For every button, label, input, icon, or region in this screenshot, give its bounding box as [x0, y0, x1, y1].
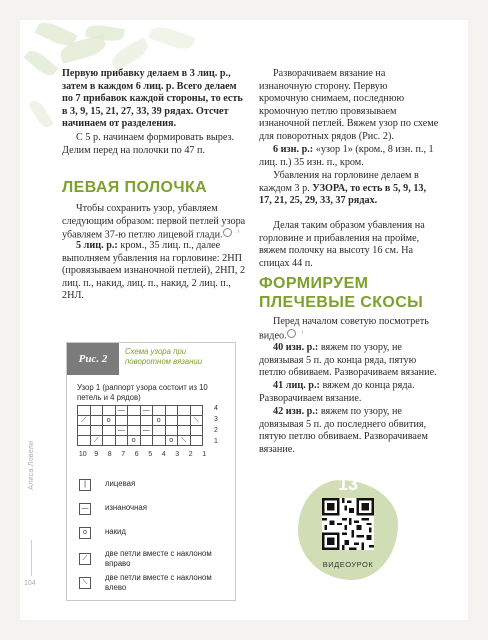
legend-text: накид	[105, 527, 126, 536]
chart-cell	[78, 436, 91, 446]
purl-symbol-icon: —	[79, 503, 91, 515]
row-40-instruction: 40 изн. р.: вяжем по узору, не довязывая 5 п. до конца ряда, пятую петлю обвиваем. Разворачиваем вязание.	[259, 342, 437, 379]
chart-cell: ⟋	[78, 416, 91, 426]
chart-cell	[165, 426, 178, 436]
chart-cell: —	[140, 406, 153, 416]
chart-row	[78, 436, 203, 446]
info-icon[interactable]: i	[287, 329, 296, 338]
chart-cell: о	[153, 416, 166, 426]
column-number: 6	[134, 451, 139, 458]
chart-cell	[190, 436, 203, 446]
chart-cell	[128, 416, 141, 426]
pattern-title: Узор 1 (раппорт узора состоит из 10 петель и 4 рядов)	[77, 383, 208, 402]
chart-cell	[153, 426, 166, 436]
right-paragraph-5: Перед началом советую посмотреть видео. i	[259, 316, 429, 341]
side-divider	[31, 540, 32, 576]
section-heading-shoulders: ФОРМИРУЕМ ПЛЕЧЕВЫЕ СКОСЫ	[259, 275, 424, 311]
chart-cell: —	[140, 426, 153, 436]
legend-text: лицевая	[105, 479, 136, 488]
chart-cell	[103, 406, 116, 416]
chart-cell	[78, 406, 91, 416]
figure-label: Рис. 2	[67, 343, 119, 375]
page-number: 104	[24, 580, 36, 587]
chart-cell	[178, 416, 191, 426]
chart-cell	[90, 406, 103, 416]
left-paragraph-3: Чтобы сохранить узор, убавляем следующим образом: первой петлей узора убавляем 37-ю петлю лицевой глади. i	[62, 203, 246, 241]
chart-row	[78, 406, 203, 416]
chart-cell: ⟍	[178, 436, 191, 446]
legend-text: две петли вместе с наклоном вправо	[105, 549, 212, 568]
yarn-over-symbol-icon: о	[79, 527, 91, 539]
row-41-instruction: 41 лиц. р.: вяжем до конца ряда. Разворачиваем вязание.	[259, 380, 415, 404]
column-number: 2	[188, 451, 193, 458]
info-icon[interactable]: i	[223, 228, 232, 237]
chart-cell	[165, 416, 178, 426]
legend-text: две петли вместе с наклоном влево	[105, 573, 212, 592]
column-number: 9	[94, 451, 99, 458]
chart-cell: —	[115, 406, 128, 416]
left-paragraph-2: С 5 р. начинаем формировать вырез. Делим перед на полочки по 47 п.	[62, 132, 235, 156]
chart-cell	[178, 426, 191, 436]
decrease-right-symbol-icon: ⟋	[79, 553, 91, 565]
chart-cell	[78, 426, 91, 436]
row-number: 1	[214, 438, 218, 445]
chart-cell	[153, 436, 166, 446]
column-number: 8	[107, 451, 112, 458]
chart-cell	[178, 406, 191, 416]
right-paragraph-2: 6 изн. р.: «узор 1» (кром., 8 изн. п., 1 лиц. п.) 35 изн. п., кром.	[259, 144, 434, 168]
column-number: 7	[121, 451, 126, 458]
video-label: ВИДЕОУРОК	[322, 560, 374, 569]
chart-row	[78, 426, 203, 436]
column-number: 4	[161, 451, 166, 458]
chart-cell	[128, 406, 141, 416]
figure-header	[67, 343, 235, 375]
row-number: 3	[214, 416, 218, 423]
video-number: 13	[337, 474, 359, 494]
right-paragraph-3: Убавления на горловине делаем в каждом 3 р. УЗОРА, то есть в 5, 9, 13, 17, 21, 25, 29, 33, 37 рядах.	[259, 170, 427, 207]
chart-cell	[140, 436, 153, 446]
chart-row	[78, 416, 203, 426]
chart-cell: ⟋	[90, 436, 103, 446]
chart-cell: о	[128, 436, 141, 446]
chart-cell	[115, 436, 128, 446]
chart-cell	[103, 426, 116, 436]
qr-code-icon[interactable]	[322, 498, 374, 550]
chart-cell	[190, 406, 203, 416]
chart-cell	[165, 406, 178, 416]
chart-cell: ⟍	[190, 416, 203, 426]
column-number: 10	[78, 451, 87, 458]
chart-cell: о	[103, 416, 116, 426]
row-42-instruction: 42 изн. р.: вяжем по узору, не довязывая 5 п. до последнего обвития, пятую петлю обвиваем. Разворачиваем вязание.	[259, 406, 428, 455]
right-paragraph-4: Делая таким образом убавления на горловине и прибавления на пройме, вяжем полочку на высоту 16 см. На спицах 44 п.	[259, 220, 425, 269]
chart-cell: о	[165, 436, 178, 446]
pattern-chart	[77, 405, 203, 446]
right-paragraph-1: Разворачиваем вязание на изнаночную сторону. Первую кромочную снимаем, последнюю кромочную петлю провязываем изнаночной петлей. Вяжем узор по схеме для поворотных рядов (Рис. 2).	[259, 68, 439, 142]
column-number: 3	[175, 451, 180, 458]
figure-title: Схема узора при поворотном вязании	[125, 347, 203, 366]
chart-cell	[90, 416, 103, 426]
video-lesson-card[interactable]	[298, 470, 398, 600]
decrease-left-symbol-icon: ⟍	[79, 577, 91, 589]
chart-cell	[153, 406, 166, 416]
row-number: 4	[214, 405, 218, 412]
chart-cell: —	[115, 426, 128, 436]
column-number: 5	[148, 451, 153, 458]
knit-symbol-icon: |	[79, 479, 91, 491]
row-number: 2	[214, 427, 218, 434]
left-paragraph-4: 5 лиц. р.: кром., 35 лиц. п., далее выполняем убавления на горловине: 2НП (провязываем изнаночной петлей), 2НП, 2 лиц. п., накид, лиц. п., накид, 2 лиц. п., 2НЛ.	[62, 240, 246, 302]
chart-cell	[103, 436, 116, 446]
legend-text: изнаночная	[105, 503, 147, 512]
chart-cell	[140, 416, 153, 426]
column-number: 1	[202, 451, 207, 458]
chart-cell	[90, 426, 103, 436]
author-name: Алиса Ловели	[28, 440, 35, 490]
section-heading-left-front: ЛЕВАЯ ПОЛОЧКА	[62, 179, 208, 196]
book-page	[20, 20, 468, 620]
chart-cell	[128, 426, 141, 436]
chart-cell	[115, 416, 128, 426]
left-paragraph-1: Первую прибавку делаем в 3 лиц. р., затем в каждом 6 лиц. р. Всего делаем по 7 прибавок каждой стороны, то есть в 3, 9, 15, 21, 27, 33, 39 рядах. Отсчет начинаем от разделения.	[62, 68, 243, 130]
pattern-figure	[66, 342, 236, 601]
chart-cell	[190, 426, 203, 436]
